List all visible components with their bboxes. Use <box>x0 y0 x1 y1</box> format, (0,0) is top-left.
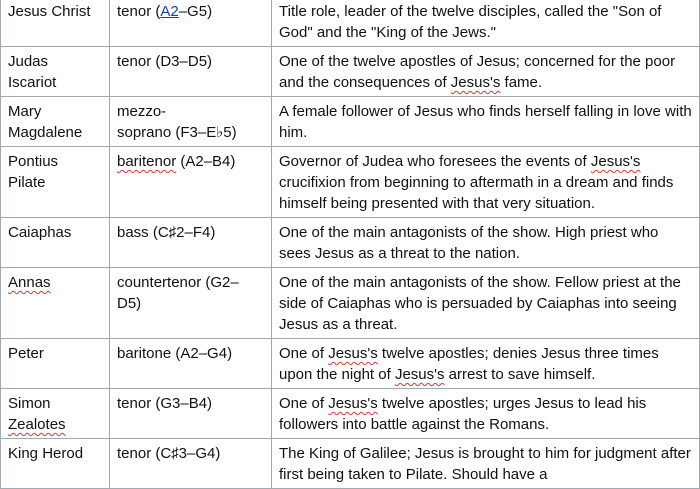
table-row <box>1 47 700 97</box>
table-row <box>1 439 700 489</box>
role-description: One of the main antagonists of the show. Fellow priest at the side of Caiaphas who is persuaded by Caiaphas into seeing Jesus as a threat. <box>279 274 681 333</box>
voice-type-cell <box>110 147 272 218</box>
role-description-cell <box>272 47 700 97</box>
role-description: A female follower of Jesus who finds herself falling in love with him. <box>279 103 692 141</box>
role-description: crucifixion from beginning to aftermath in a dream and finds himself being presented with that very situation. <box>279 174 674 212</box>
table-row <box>1 218 700 268</box>
role-name-cell <box>1 0 110 47</box>
voice-type-cell <box>110 439 272 489</box>
voice-type-text: countertenor (G2– <box>117 274 239 291</box>
role-description-cell <box>272 147 700 218</box>
role-name: Magdalene <box>8 124 83 141</box>
voice-type-text: (A2–B4) <box>176 153 236 170</box>
role-description: twelve apostles; urges Jesus to lead his followers into battle against the Romans. <box>279 395 647 433</box>
spellcheck-flagged-word: Jesus's <box>328 345 378 362</box>
role-description-cell <box>272 97 700 147</box>
role-name: Annas <box>8 274 51 291</box>
role-description: The King of Galilee; Jesus is brought to him for judgment after first being taken to Pilate. Should have a <box>279 445 691 483</box>
voice-type-cell <box>110 218 272 268</box>
role-description: Title role, leader of the twelve disciples, called the "Son of God" and the "King of the Jews." <box>279 3 662 41</box>
voice-range-link[interactable]: A2 <box>160 3 179 20</box>
voice-type-text: baritone (A2–G4) <box>117 345 233 362</box>
table-row <box>1 147 700 218</box>
role-description: twelve apostles; denies Jesus three times upon the night of <box>279 345 659 383</box>
role-name-cell <box>1 439 110 489</box>
role-name-cell <box>1 339 110 389</box>
role-description: One of <box>279 345 329 362</box>
role-description: Governor of Judea who foresees the events of <box>279 153 591 170</box>
role-name: King Herod <box>8 445 84 462</box>
voice-type-cell <box>110 389 272 439</box>
spellcheck-flagged-word: Jesus's <box>328 395 378 412</box>
role-name-cell <box>1 147 110 218</box>
role-name: Peter <box>8 345 44 362</box>
role-description-cell <box>272 389 700 439</box>
voice-type-text: mezzo- <box>117 103 167 120</box>
voice-type-text: tenor (D3–D5) <box>117 53 213 70</box>
voice-type-text: tenor (G3–B4) <box>117 395 213 412</box>
voice-type-cell <box>110 97 272 147</box>
role-name: Simon <box>8 395 51 412</box>
role-description-cell <box>272 218 700 268</box>
role-name: Pontius <box>8 153 59 170</box>
role-description: fame. <box>500 74 543 91</box>
role-description-cell <box>272 268 700 339</box>
voice-type-cell <box>110 268 272 339</box>
table-row <box>1 0 700 47</box>
spellcheck-flagged-word: baritenor <box>117 153 177 170</box>
table-row <box>1 389 700 439</box>
role-description: One of the twelve apostles of Jesus; concerned for the poor and the consequences of <box>279 53 676 91</box>
voice-type-cell <box>110 47 272 97</box>
role-name: Mary <box>8 103 42 120</box>
role-name: Caiaphas <box>8 224 72 241</box>
role-name-cell <box>1 389 110 439</box>
role-description-cell <box>272 0 700 47</box>
role-description: One of <box>279 395 329 412</box>
role-description-cell <box>272 339 700 389</box>
role-description: arrest to save himself. <box>444 366 596 383</box>
table-row <box>1 97 700 147</box>
voice-type-text: soprano (F3–E♭5) <box>117 124 237 141</box>
spellcheck-flagged-word: Jesus's <box>590 153 641 170</box>
voice-type-text: D5) <box>117 295 142 312</box>
spellcheck-flagged-word: Jesus's <box>394 366 445 383</box>
role-name-cell <box>1 268 110 339</box>
voice-type-cell <box>110 0 272 47</box>
role-name: Pilate <box>8 174 46 191</box>
role-name: Judas <box>8 53 49 70</box>
voice-type-cell <box>110 339 272 389</box>
table-row <box>1 268 700 339</box>
role-name: Zealotes <box>8 416 66 433</box>
role-name-cell <box>1 47 110 97</box>
role-name: Iscariot <box>8 74 57 91</box>
voice-type-text: tenor (C♯3–G4) <box>117 445 221 462</box>
table-row <box>1 339 700 389</box>
role-name-cell <box>1 97 110 147</box>
voice-type-text: –G5) <box>178 3 213 20</box>
role-description-cell <box>272 439 700 489</box>
spellcheck-flagged-word: Jesus's <box>450 74 501 91</box>
role-description: One of the main antagonists of the show. High priest who sees Jesus as a threat to the nation. <box>279 224 659 262</box>
voice-type-text: tenor ( <box>117 3 161 20</box>
role-name-cell <box>1 218 110 268</box>
voice-type-text: bass (C♯2–F4) <box>117 224 216 241</box>
role-name: Jesus Christ <box>8 3 91 20</box>
